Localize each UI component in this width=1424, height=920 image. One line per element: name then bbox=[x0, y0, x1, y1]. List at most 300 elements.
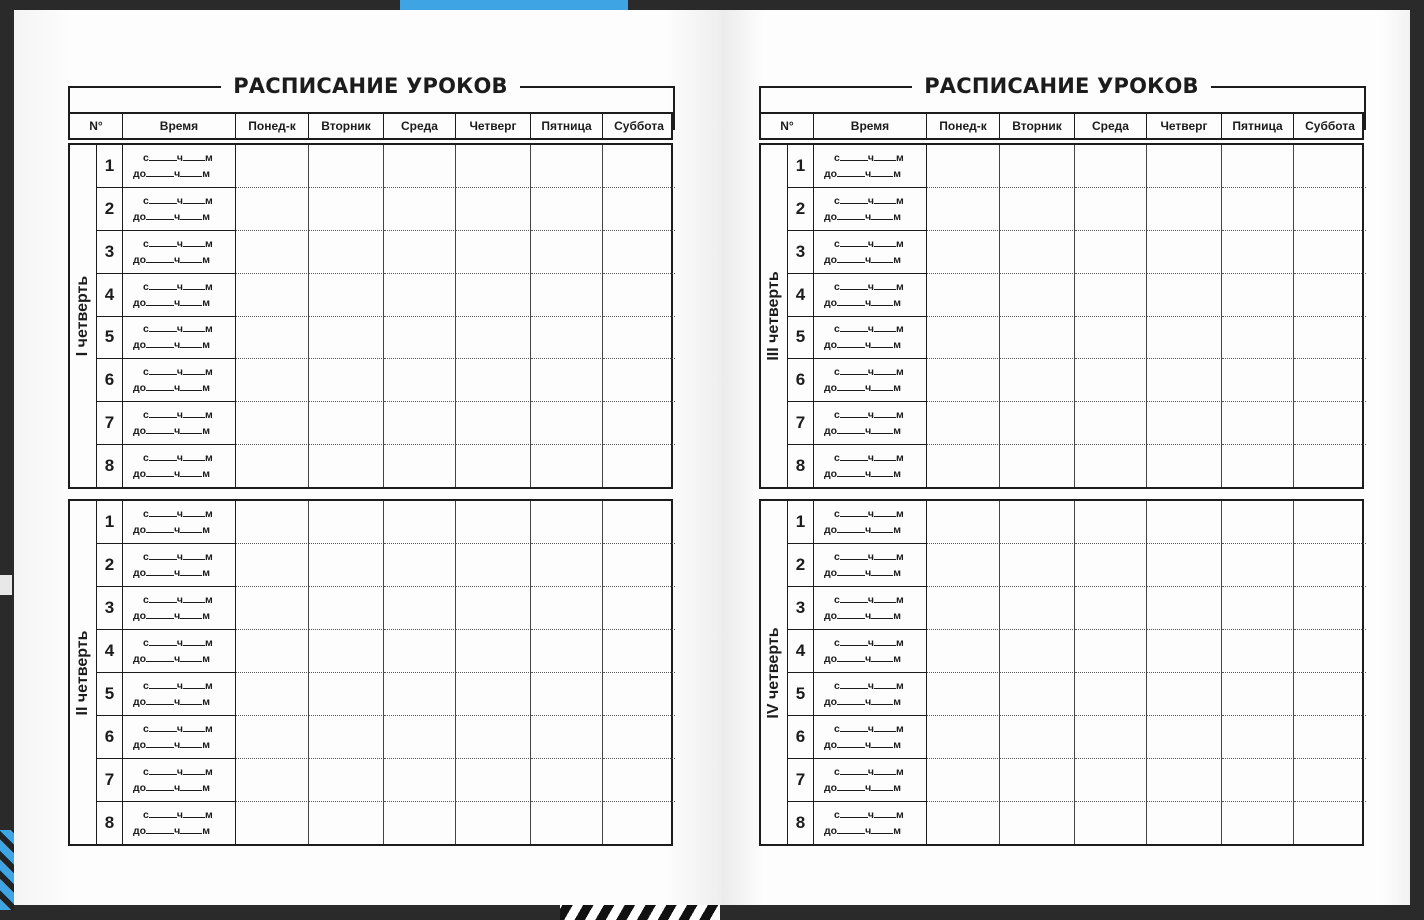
schedule-cell[interactable] bbox=[1000, 759, 1075, 802]
hour-blank[interactable] bbox=[149, 593, 177, 603]
schedule-cell[interactable] bbox=[603, 759, 675, 802]
hour-blank[interactable] bbox=[840, 194, 868, 204]
minute-blank[interactable] bbox=[180, 781, 202, 791]
minute-blank[interactable] bbox=[874, 593, 896, 603]
schedule-cell[interactable] bbox=[603, 544, 675, 587]
schedule-cell[interactable] bbox=[1294, 317, 1366, 360]
schedule-cell[interactable] bbox=[603, 188, 675, 231]
schedule-cell[interactable] bbox=[384, 402, 456, 445]
hour-blank[interactable] bbox=[837, 523, 865, 533]
minute-blank[interactable] bbox=[871, 824, 893, 834]
minute-blank[interactable] bbox=[874, 365, 896, 375]
hour-blank[interactable] bbox=[146, 738, 174, 748]
schedule-cell[interactable] bbox=[236, 716, 309, 759]
hour-blank[interactable] bbox=[146, 381, 174, 391]
hour-blank[interactable] bbox=[146, 695, 174, 705]
schedule-cell[interactable] bbox=[927, 274, 1000, 317]
lesson-time-field[interactable] bbox=[123, 445, 236, 487]
hour-blank[interactable] bbox=[146, 824, 174, 834]
schedule-cell[interactable] bbox=[603, 630, 675, 673]
schedule-cell[interactable] bbox=[384, 759, 456, 802]
minute-blank[interactable] bbox=[180, 381, 202, 391]
hour-blank[interactable] bbox=[840, 451, 868, 461]
lesson-time-field[interactable] bbox=[123, 630, 236, 673]
schedule-cell[interactable] bbox=[531, 317, 603, 360]
schedule-cell[interactable] bbox=[1294, 673, 1366, 716]
minute-blank[interactable] bbox=[871, 167, 893, 177]
schedule-cell[interactable] bbox=[1222, 630, 1294, 673]
schedule-cell[interactable] bbox=[1000, 231, 1075, 274]
minute-blank[interactable] bbox=[180, 424, 202, 434]
schedule-cell[interactable] bbox=[1294, 716, 1366, 759]
schedule-cell[interactable] bbox=[531, 402, 603, 445]
schedule-cell[interactable] bbox=[1000, 445, 1075, 487]
lesson-time-field[interactable] bbox=[123, 359, 236, 402]
schedule-cell[interactable] bbox=[384, 587, 456, 630]
schedule-cell[interactable] bbox=[1000, 359, 1075, 402]
schedule-cell[interactable] bbox=[384, 630, 456, 673]
hour-blank[interactable] bbox=[146, 167, 174, 177]
schedule-cell[interactable] bbox=[456, 317, 531, 360]
lesson-time-field[interactable] bbox=[123, 145, 236, 188]
hour-blank[interactable] bbox=[149, 550, 177, 560]
minute-blank[interactable] bbox=[183, 507, 205, 517]
hour-blank[interactable] bbox=[837, 467, 865, 477]
minute-blank[interactable] bbox=[871, 253, 893, 263]
schedule-cell[interactable] bbox=[1222, 188, 1294, 231]
schedule-cell[interactable] bbox=[309, 501, 384, 544]
hour-blank[interactable] bbox=[837, 609, 865, 619]
schedule-cell[interactable] bbox=[1000, 802, 1075, 844]
schedule-cell[interactable] bbox=[1075, 188, 1147, 231]
minute-blank[interactable] bbox=[874, 280, 896, 290]
schedule-cell[interactable] bbox=[927, 231, 1000, 274]
lesson-time-field[interactable] bbox=[814, 359, 927, 402]
hour-blank[interactable] bbox=[837, 381, 865, 391]
schedule-cell[interactable] bbox=[1294, 402, 1366, 445]
schedule-cell[interactable] bbox=[1147, 544, 1222, 587]
schedule-cell[interactable] bbox=[1147, 759, 1222, 802]
hour-blank[interactable] bbox=[840, 722, 868, 732]
schedule-cell[interactable] bbox=[927, 544, 1000, 587]
schedule-cell[interactable] bbox=[384, 445, 456, 487]
minute-blank[interactable] bbox=[874, 808, 896, 818]
schedule-cell[interactable] bbox=[1000, 587, 1075, 630]
schedule-cell[interactable] bbox=[1075, 544, 1147, 587]
schedule-cell[interactable] bbox=[384, 673, 456, 716]
schedule-cell[interactable] bbox=[309, 802, 384, 844]
schedule-cell[interactable] bbox=[1075, 445, 1147, 487]
lesson-time-field[interactable] bbox=[814, 317, 927, 360]
hour-blank[interactable] bbox=[837, 424, 865, 434]
hour-blank[interactable] bbox=[149, 237, 177, 247]
schedule-cell[interactable] bbox=[1075, 359, 1147, 402]
minute-blank[interactable] bbox=[874, 550, 896, 560]
schedule-cell[interactable] bbox=[456, 501, 531, 544]
lesson-time-field[interactable] bbox=[814, 501, 927, 544]
schedule-cell[interactable] bbox=[309, 544, 384, 587]
schedule-cell[interactable] bbox=[1147, 587, 1222, 630]
hour-blank[interactable] bbox=[837, 296, 865, 306]
minute-blank[interactable] bbox=[180, 695, 202, 705]
minute-blank[interactable] bbox=[183, 408, 205, 418]
schedule-cell[interactable] bbox=[531, 445, 603, 487]
minute-blank[interactable] bbox=[871, 523, 893, 533]
schedule-cell[interactable] bbox=[1222, 544, 1294, 587]
hour-blank[interactable] bbox=[840, 507, 868, 517]
minute-blank[interactable] bbox=[183, 636, 205, 646]
lesson-time-field[interactable] bbox=[814, 145, 927, 188]
hour-blank[interactable] bbox=[146, 652, 174, 662]
minute-blank[interactable] bbox=[180, 738, 202, 748]
schedule-cell[interactable] bbox=[309, 630, 384, 673]
hour-blank[interactable] bbox=[837, 695, 865, 705]
schedule-cell[interactable] bbox=[309, 402, 384, 445]
schedule-cell[interactable] bbox=[1222, 501, 1294, 544]
schedule-cell[interactable] bbox=[384, 501, 456, 544]
hour-blank[interactable] bbox=[149, 280, 177, 290]
schedule-cell[interactable] bbox=[1147, 145, 1222, 188]
schedule-cell[interactable] bbox=[1000, 544, 1075, 587]
minute-blank[interactable] bbox=[180, 566, 202, 576]
minute-blank[interactable] bbox=[874, 765, 896, 775]
schedule-cell[interactable] bbox=[603, 359, 675, 402]
schedule-cell[interactable] bbox=[531, 716, 603, 759]
schedule-cell[interactable] bbox=[1294, 145, 1366, 188]
schedule-cell[interactable] bbox=[456, 759, 531, 802]
lesson-time-field[interactable] bbox=[814, 716, 927, 759]
schedule-cell[interactable] bbox=[1147, 402, 1222, 445]
schedule-cell[interactable] bbox=[603, 716, 675, 759]
hour-blank[interactable] bbox=[149, 151, 177, 161]
minute-blank[interactable] bbox=[874, 237, 896, 247]
schedule-cell[interactable] bbox=[309, 188, 384, 231]
schedule-cell[interactable] bbox=[603, 145, 675, 188]
minute-blank[interactable] bbox=[183, 451, 205, 461]
schedule-cell[interactable] bbox=[1222, 317, 1294, 360]
schedule-cell[interactable] bbox=[531, 188, 603, 231]
minute-blank[interactable] bbox=[180, 652, 202, 662]
schedule-cell[interactable] bbox=[236, 317, 309, 360]
schedule-cell[interactable] bbox=[456, 188, 531, 231]
hour-blank[interactable] bbox=[149, 451, 177, 461]
hour-blank[interactable] bbox=[146, 210, 174, 220]
hour-blank[interactable] bbox=[149, 808, 177, 818]
minute-blank[interactable] bbox=[183, 322, 205, 332]
schedule-cell[interactable] bbox=[1075, 501, 1147, 544]
schedule-cell[interactable] bbox=[1147, 274, 1222, 317]
schedule-cell[interactable] bbox=[927, 759, 1000, 802]
schedule-cell[interactable] bbox=[456, 274, 531, 317]
schedule-cell[interactable] bbox=[384, 802, 456, 844]
lesson-time-field[interactable] bbox=[123, 802, 236, 844]
hour-blank[interactable] bbox=[840, 765, 868, 775]
schedule-cell[interactable] bbox=[456, 445, 531, 487]
lesson-time-field[interactable] bbox=[814, 188, 927, 231]
lesson-time-field[interactable] bbox=[814, 759, 927, 802]
minute-blank[interactable] bbox=[874, 151, 896, 161]
schedule-cell[interactable] bbox=[309, 359, 384, 402]
schedule-cell[interactable] bbox=[1075, 402, 1147, 445]
lesson-time-field[interactable] bbox=[123, 587, 236, 630]
schedule-cell[interactable] bbox=[603, 231, 675, 274]
minute-blank[interactable] bbox=[874, 507, 896, 517]
schedule-cell[interactable] bbox=[309, 145, 384, 188]
schedule-cell[interactable] bbox=[603, 402, 675, 445]
schedule-cell[interactable] bbox=[1222, 445, 1294, 487]
schedule-cell[interactable] bbox=[309, 445, 384, 487]
schedule-cell[interactable] bbox=[531, 501, 603, 544]
minute-blank[interactable] bbox=[871, 381, 893, 391]
schedule-cell[interactable] bbox=[603, 317, 675, 360]
schedule-cell[interactable] bbox=[236, 759, 309, 802]
minute-blank[interactable] bbox=[871, 781, 893, 791]
lesson-time-field[interactable] bbox=[123, 188, 236, 231]
schedule-cell[interactable] bbox=[603, 274, 675, 317]
schedule-cell[interactable] bbox=[309, 716, 384, 759]
hour-blank[interactable] bbox=[146, 253, 174, 263]
schedule-cell[interactable] bbox=[1222, 231, 1294, 274]
lesson-time-field[interactable] bbox=[814, 402, 927, 445]
schedule-cell[interactable] bbox=[236, 188, 309, 231]
schedule-cell[interactable] bbox=[1294, 587, 1366, 630]
schedule-cell[interactable] bbox=[1147, 673, 1222, 716]
schedule-cell[interactable] bbox=[309, 231, 384, 274]
schedule-cell[interactable] bbox=[603, 445, 675, 487]
minute-blank[interactable] bbox=[871, 566, 893, 576]
schedule-cell[interactable] bbox=[1294, 188, 1366, 231]
schedule-cell[interactable] bbox=[1147, 630, 1222, 673]
lesson-time-field[interactable] bbox=[123, 317, 236, 360]
schedule-cell[interactable] bbox=[927, 501, 1000, 544]
schedule-cell[interactable] bbox=[1147, 317, 1222, 360]
lesson-time-field[interactable] bbox=[814, 445, 927, 487]
schedule-cell[interactable] bbox=[1294, 759, 1366, 802]
minute-blank[interactable] bbox=[180, 824, 202, 834]
lesson-time-field[interactable] bbox=[814, 231, 927, 274]
hour-blank[interactable] bbox=[840, 636, 868, 646]
schedule-cell[interactable] bbox=[531, 673, 603, 716]
schedule-cell[interactable] bbox=[236, 231, 309, 274]
schedule-cell[interactable] bbox=[456, 231, 531, 274]
schedule-cell[interactable] bbox=[1222, 359, 1294, 402]
minute-blank[interactable] bbox=[180, 167, 202, 177]
schedule-cell[interactable] bbox=[456, 544, 531, 587]
schedule-cell[interactable] bbox=[1000, 501, 1075, 544]
schedule-cell[interactable] bbox=[603, 802, 675, 844]
minute-blank[interactable] bbox=[871, 609, 893, 619]
schedule-cell[interactable] bbox=[1294, 359, 1366, 402]
schedule-cell[interactable] bbox=[603, 673, 675, 716]
schedule-cell[interactable] bbox=[603, 587, 675, 630]
schedule-cell[interactable] bbox=[927, 188, 1000, 231]
minute-blank[interactable] bbox=[871, 467, 893, 477]
lesson-time-field[interactable] bbox=[123, 402, 236, 445]
schedule-cell[interactable] bbox=[456, 145, 531, 188]
lesson-time-field[interactable] bbox=[814, 630, 927, 673]
schedule-cell[interactable] bbox=[1147, 231, 1222, 274]
schedule-cell[interactable] bbox=[531, 630, 603, 673]
schedule-cell[interactable] bbox=[1075, 317, 1147, 360]
minute-blank[interactable] bbox=[183, 550, 205, 560]
schedule-cell[interactable] bbox=[1147, 802, 1222, 844]
hour-blank[interactable] bbox=[840, 365, 868, 375]
schedule-cell[interactable] bbox=[236, 802, 309, 844]
schedule-cell[interactable] bbox=[927, 317, 1000, 360]
schedule-cell[interactable] bbox=[1222, 145, 1294, 188]
schedule-cell[interactable] bbox=[927, 673, 1000, 716]
schedule-cell[interactable] bbox=[236, 359, 309, 402]
schedule-cell[interactable] bbox=[309, 587, 384, 630]
schedule-cell[interactable] bbox=[1294, 274, 1366, 317]
minute-blank[interactable] bbox=[183, 151, 205, 161]
schedule-cell[interactable] bbox=[309, 673, 384, 716]
lesson-time-field[interactable] bbox=[123, 231, 236, 274]
schedule-cell[interactable] bbox=[1294, 501, 1366, 544]
schedule-cell[interactable] bbox=[1294, 445, 1366, 487]
schedule-cell[interactable] bbox=[927, 802, 1000, 844]
hour-blank[interactable] bbox=[146, 338, 174, 348]
minute-blank[interactable] bbox=[180, 609, 202, 619]
hour-blank[interactable] bbox=[146, 296, 174, 306]
schedule-cell[interactable] bbox=[1000, 188, 1075, 231]
schedule-cell[interactable] bbox=[927, 716, 1000, 759]
schedule-cell[interactable] bbox=[531, 145, 603, 188]
schedule-cell[interactable] bbox=[927, 402, 1000, 445]
minute-blank[interactable] bbox=[874, 408, 896, 418]
schedule-cell[interactable] bbox=[1147, 188, 1222, 231]
minute-blank[interactable] bbox=[183, 365, 205, 375]
hour-blank[interactable] bbox=[840, 808, 868, 818]
hour-blank[interactable] bbox=[149, 722, 177, 732]
hour-blank[interactable] bbox=[837, 253, 865, 263]
minute-blank[interactable] bbox=[180, 210, 202, 220]
schedule-cell[interactable] bbox=[531, 544, 603, 587]
schedule-cell[interactable] bbox=[1075, 759, 1147, 802]
minute-blank[interactable] bbox=[180, 338, 202, 348]
schedule-cell[interactable] bbox=[384, 716, 456, 759]
minute-blank[interactable] bbox=[871, 424, 893, 434]
schedule-cell[interactable] bbox=[531, 759, 603, 802]
schedule-cell[interactable] bbox=[384, 359, 456, 402]
schedule-cell[interactable] bbox=[927, 630, 1000, 673]
schedule-cell[interactable] bbox=[1222, 402, 1294, 445]
schedule-cell[interactable] bbox=[384, 317, 456, 360]
minute-blank[interactable] bbox=[871, 338, 893, 348]
schedule-cell[interactable] bbox=[236, 501, 309, 544]
schedule-cell[interactable] bbox=[531, 359, 603, 402]
schedule-cell[interactable] bbox=[456, 630, 531, 673]
schedule-cell[interactable] bbox=[236, 673, 309, 716]
minute-blank[interactable] bbox=[874, 451, 896, 461]
schedule-cell[interactable] bbox=[1294, 544, 1366, 587]
minute-blank[interactable] bbox=[180, 296, 202, 306]
hour-blank[interactable] bbox=[149, 408, 177, 418]
schedule-cell[interactable] bbox=[1222, 587, 1294, 630]
schedule-cell[interactable] bbox=[384, 231, 456, 274]
lesson-time-field[interactable] bbox=[814, 673, 927, 716]
schedule-cell[interactable] bbox=[1075, 673, 1147, 716]
schedule-cell[interactable] bbox=[1075, 274, 1147, 317]
schedule-cell[interactable] bbox=[1075, 716, 1147, 759]
minute-blank[interactable] bbox=[180, 523, 202, 533]
schedule-cell[interactable] bbox=[1147, 445, 1222, 487]
schedule-cell[interactable] bbox=[456, 402, 531, 445]
lesson-time-field[interactable] bbox=[814, 802, 927, 844]
schedule-cell[interactable] bbox=[456, 802, 531, 844]
hour-blank[interactable] bbox=[837, 338, 865, 348]
minute-blank[interactable] bbox=[183, 280, 205, 290]
hour-blank[interactable] bbox=[149, 194, 177, 204]
minute-blank[interactable] bbox=[183, 237, 205, 247]
minute-blank[interactable] bbox=[871, 210, 893, 220]
minute-blank[interactable] bbox=[874, 722, 896, 732]
schedule-cell[interactable] bbox=[1294, 231, 1366, 274]
hour-blank[interactable] bbox=[837, 566, 865, 576]
hour-blank[interactable] bbox=[149, 507, 177, 517]
schedule-cell[interactable] bbox=[927, 359, 1000, 402]
lesson-time-field[interactable] bbox=[123, 759, 236, 802]
schedule-cell[interactable] bbox=[236, 145, 309, 188]
hour-blank[interactable] bbox=[840, 550, 868, 560]
hour-blank[interactable] bbox=[149, 679, 177, 689]
schedule-cell[interactable] bbox=[1222, 759, 1294, 802]
schedule-cell[interactable] bbox=[1000, 673, 1075, 716]
schedule-cell[interactable] bbox=[1222, 716, 1294, 759]
schedule-cell[interactable] bbox=[1222, 802, 1294, 844]
minute-blank[interactable] bbox=[180, 253, 202, 263]
hour-blank[interactable] bbox=[149, 765, 177, 775]
schedule-cell[interactable] bbox=[1075, 145, 1147, 188]
schedule-cell[interactable] bbox=[927, 145, 1000, 188]
schedule-cell[interactable] bbox=[236, 445, 309, 487]
hour-blank[interactable] bbox=[146, 424, 174, 434]
schedule-cell[interactable] bbox=[1147, 501, 1222, 544]
schedule-cell[interactable] bbox=[531, 802, 603, 844]
hour-blank[interactable] bbox=[837, 824, 865, 834]
hour-blank[interactable] bbox=[840, 408, 868, 418]
schedule-cell[interactable] bbox=[1294, 630, 1366, 673]
schedule-cell[interactable] bbox=[236, 587, 309, 630]
minute-blank[interactable] bbox=[874, 636, 896, 646]
schedule-cell[interactable] bbox=[1294, 802, 1366, 844]
lesson-time-field[interactable] bbox=[123, 501, 236, 544]
minute-blank[interactable] bbox=[180, 467, 202, 477]
lesson-time-field[interactable] bbox=[123, 274, 236, 317]
hour-blank[interactable] bbox=[840, 151, 868, 161]
hour-blank[interactable] bbox=[837, 210, 865, 220]
schedule-cell[interactable] bbox=[1222, 274, 1294, 317]
schedule-cell[interactable] bbox=[1000, 630, 1075, 673]
hour-blank[interactable] bbox=[149, 365, 177, 375]
hour-blank[interactable] bbox=[149, 636, 177, 646]
schedule-cell[interactable] bbox=[309, 759, 384, 802]
schedule-cell[interactable] bbox=[531, 587, 603, 630]
minute-blank[interactable] bbox=[183, 679, 205, 689]
minute-blank[interactable] bbox=[871, 695, 893, 705]
hour-blank[interactable] bbox=[840, 679, 868, 689]
minute-blank[interactable] bbox=[183, 722, 205, 732]
schedule-cell[interactable] bbox=[531, 231, 603, 274]
schedule-cell[interactable] bbox=[1000, 716, 1075, 759]
schedule-cell[interactable] bbox=[309, 317, 384, 360]
schedule-cell[interactable] bbox=[384, 274, 456, 317]
schedule-cell[interactable] bbox=[1075, 802, 1147, 844]
lesson-time-field[interactable] bbox=[814, 544, 927, 587]
lesson-time-field[interactable] bbox=[123, 673, 236, 716]
schedule-cell[interactable] bbox=[456, 716, 531, 759]
schedule-cell[interactable] bbox=[236, 630, 309, 673]
